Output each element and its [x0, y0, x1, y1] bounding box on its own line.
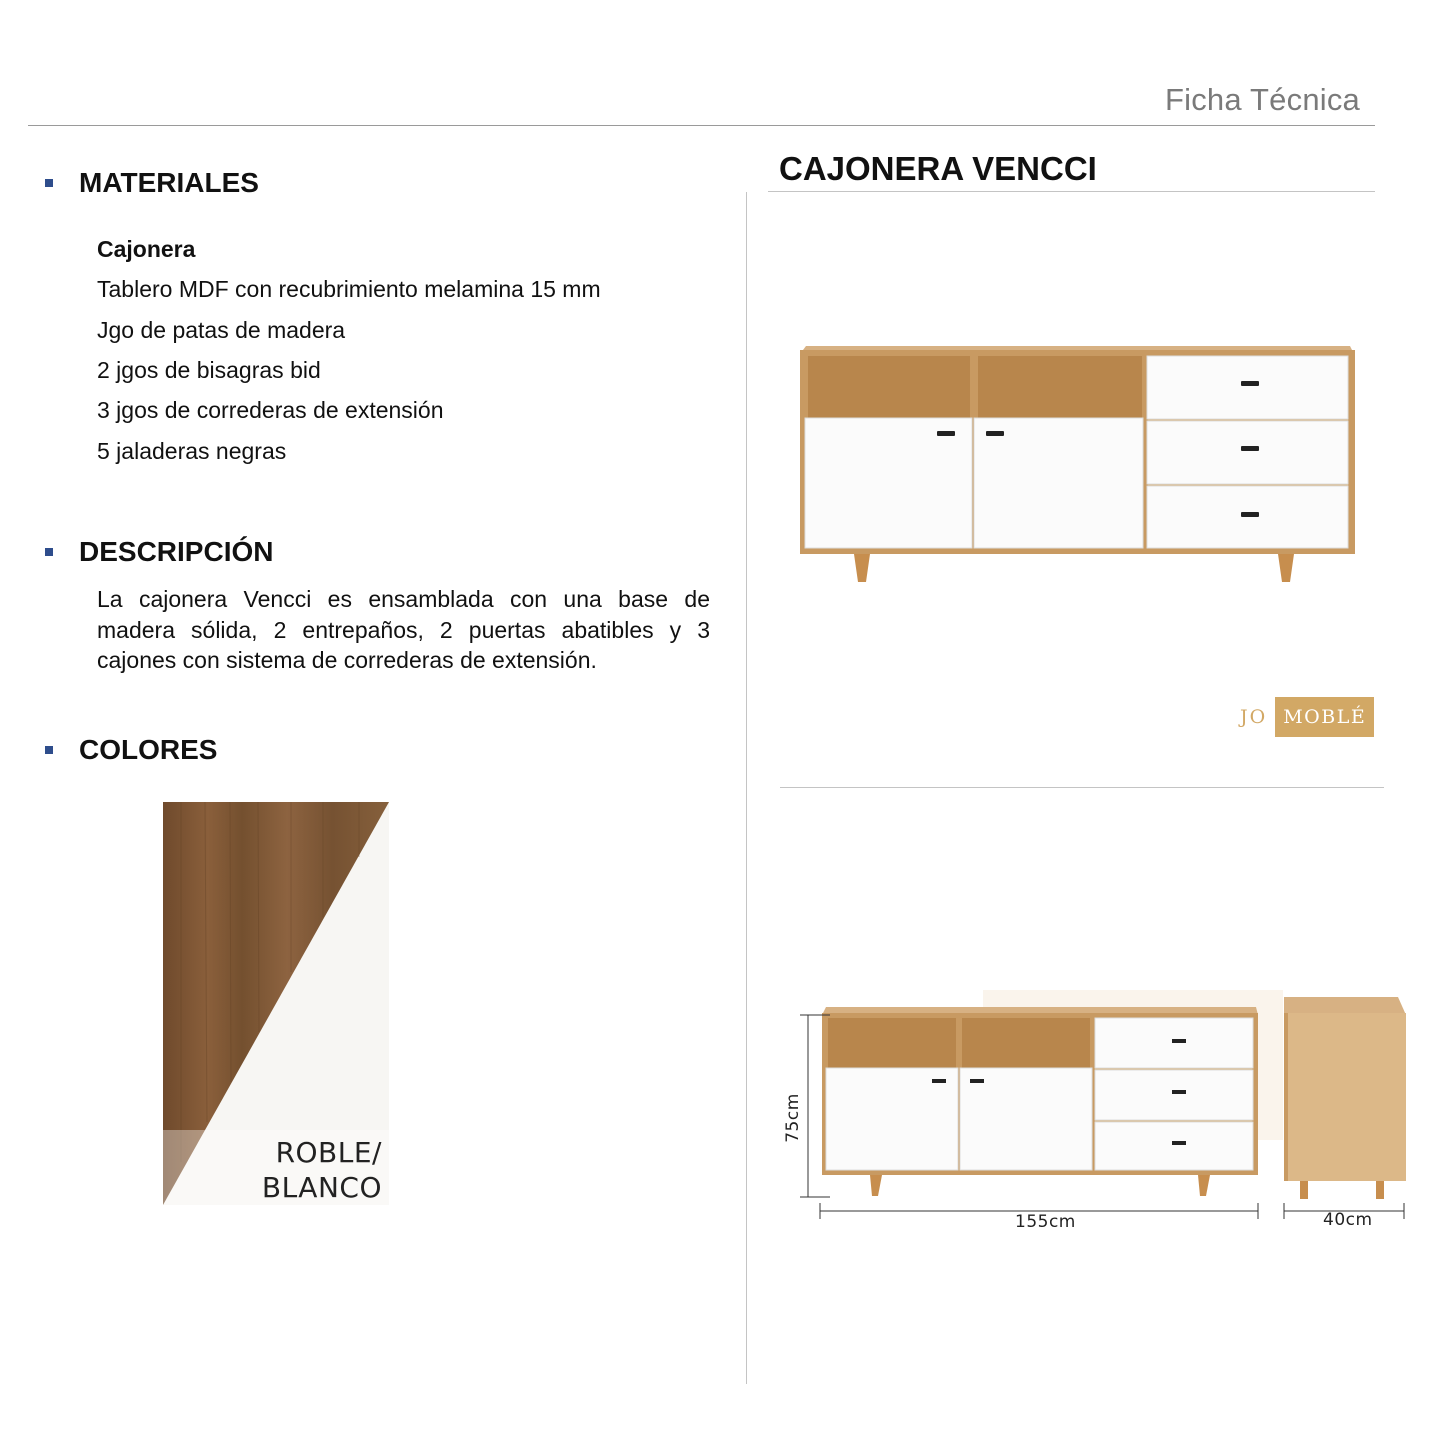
page-header-title: Ficha Técnica — [1164, 82, 1360, 117]
materials-item: 3 jgos de correderas de extensión — [97, 397, 444, 423]
materials-heading: MATERIALES — [79, 167, 259, 198]
dimension-depth-label: 40cm — [1323, 1210, 1373, 1230]
materials-item: Tablero MDF con recubrimiento melamina 15 mm — [97, 276, 601, 302]
description-text: La cajonera Vencci es ensamblada con una base de madera sólida, 2 entrepaños, 2 puertas abatibles y 3 cajones con sistema de correderas de extensión. — [97, 586, 710, 673]
color-swatch-label — [163, 1135, 382, 1205]
color-swatch-label-line1: ROBLE/ — [275, 1136, 382, 1169]
materials-item: Jgo de patas de madera — [97, 317, 346, 343]
dimension-height-label: 75cm — [782, 1093, 803, 1143]
description-bullet-icon — [45, 548, 53, 556]
materials-bullet-icon — [45, 179, 53, 187]
dimensions-drawing — [778, 985, 1418, 1235]
product-title-divider — [768, 191, 1375, 192]
materials-subheading: Cajonera — [97, 236, 196, 262]
color-swatch-label-line2: BLANCO — [261, 1171, 382, 1204]
brand-logo-moble: MOBLÉ — [1275, 697, 1374, 737]
product-title: CAJONERA VENCCI — [779, 150, 1097, 187]
materials-item: 2 jgos de bisagras bid — [97, 357, 321, 383]
product-image — [790, 330, 1360, 590]
brand-logo — [1240, 697, 1374, 737]
description-heading: DESCRIPCIÓN — [79, 536, 274, 567]
section-divider — [780, 787, 1384, 788]
header-divider — [28, 125, 1375, 126]
column-divider — [746, 192, 747, 1384]
colors-heading: COLORES — [79, 734, 218, 765]
materials-item: 5 jaladeras negras — [97, 438, 287, 464]
dimension-width-label: 155cm — [1015, 1212, 1076, 1232]
brand-logo-jo: JO — [1240, 706, 1268, 728]
colors-bullet-icon — [45, 746, 53, 754]
